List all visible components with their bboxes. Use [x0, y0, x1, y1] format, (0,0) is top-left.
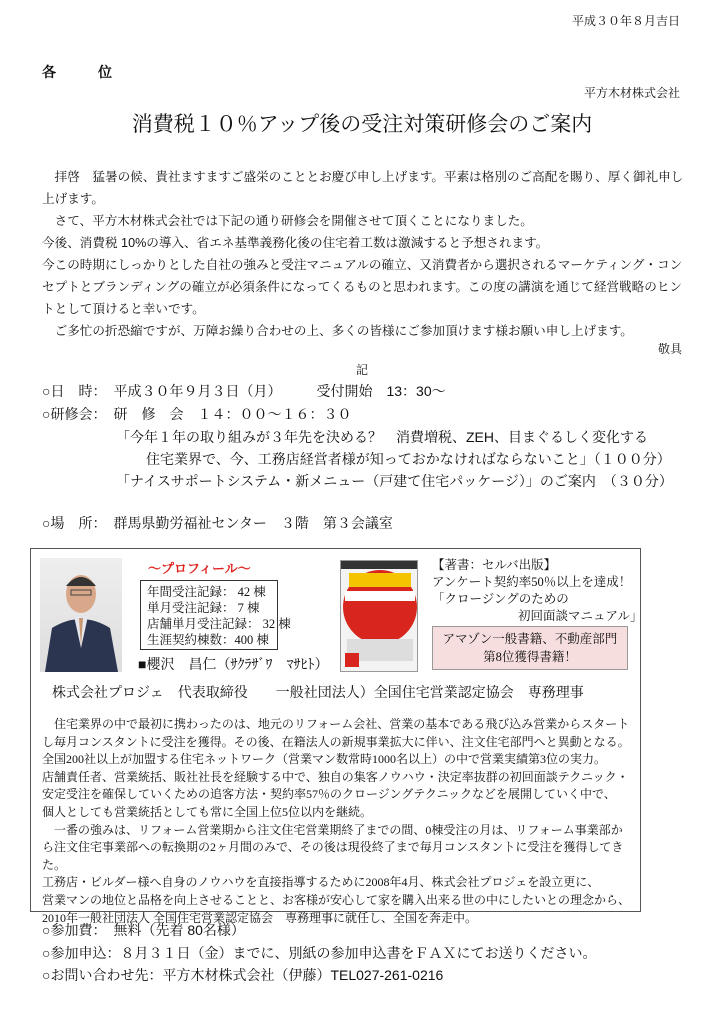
contact: ○お問い合わせ先：平方木材株式会社（伊藤）TEL027-261-0216	[42, 967, 444, 983]
paragraph: 拝啓 猛暑の候、貴社ますますご盛栄のこととお慶び申し上げます。平素は格別のご高配を賜り、厚く御礼申し上げます。	[42, 170, 684, 206]
book-info	[432, 557, 643, 625]
award-line: アマゾン一般書籍、不動産部門	[442, 632, 618, 646]
stat: 単月受注記録： 7 棟	[147, 601, 260, 615]
date: 平成３０年８月吉日	[571, 14, 680, 28]
book-tagline: アンケート契約率50％以上を達成！	[432, 575, 632, 589]
paragraph: ご多忙の折恐縮ですが、万障お繰り合わせの上、多くの皆様にご参加頂けます様お願い申し上げます。	[42, 324, 633, 338]
sales-records	[140, 580, 291, 650]
venue: ○場 所： 群馬県勤労福祉センター ３階 第３会議室	[42, 515, 393, 531]
speaker-bio	[42, 716, 634, 927]
profile-heading: ～プロフィール～	[148, 561, 251, 576]
closing: 敬具	[657, 342, 682, 356]
bio-line: 安定受注を確保していくための追客方法・契約率57％のクロージングテクニックなどを展開していく中で、	[42, 787, 616, 802]
bio-line: 工務店・ビルダー様へ自身のノウハウを直接指導するために2008年4月、株式会社プロジェを設立更に、	[42, 875, 600, 890]
book-title-cont: 初回面談マニュアル」	[518, 609, 643, 623]
paragraph: さて、平方木材株式会社では下記の通り研修会を開催させて頂くことになりました。	[42, 214, 533, 228]
stat: 店舗単月受注記録： 32 棟	[147, 617, 291, 631]
datetime: ○日 時： 平成３０年９月３日（月） 受付開始 13：30～	[42, 383, 446, 399]
speaker-affiliation: 株式会社プロジェ 代表取締役 一般社団法人）全国住宅営業認定協会 専務理事	[52, 686, 584, 701]
award-box	[432, 626, 628, 670]
bio-line: 2010年一般社団法人 全国住宅営業認定協会 専務理事に就任し、全国を奔走中。	[42, 910, 478, 925]
bio-line: 一番の強みは、リフォーム営業期から注文住宅営業期終了までの間、0棟受注の月は、リフォーム事業部から注文住宅事業部への転換期の2ヶ月間のみで、その後は現役終了まで毎月コンスタントに受注を獲得してきた。	[42, 822, 624, 872]
book-cover-image	[340, 560, 418, 672]
stat: 生涯契約棟数：400 棟	[147, 633, 269, 647]
recipient: 各 位	[42, 64, 126, 80]
ki-heading: 記	[355, 363, 368, 377]
topic-1-cont: 住宅業界で、今、工務店経営者様が知っておかなければならないこと」（１００分）	[146, 451, 671, 467]
paragraph: 今この時期にしっかりとした自社の強みと受注マニュアルの確立、又消費者から選択されるマーケティング・コンセプトとブランディングの確立が必須条件になってくるものと思われます。この度の講演を通じて経営戦略のヒントとして頂けると幸いです。	[42, 258, 683, 316]
topic-2: 「ナイスサポートシステム・新メニュー（戸建て住宅パッケージ）」のご案内 （３０分）	[116, 473, 673, 489]
letter-body	[42, 166, 690, 342]
bio-line: 全国200社以上が加盟する住宅ネットワーク（営業マン数常時1000名以上）の中で営業実績第3位の実力。	[42, 752, 607, 767]
bio-line: 店舗責任者、営業統括、販社社長を経験する中で、独自の集客ノウハウ・決定率抜群の初回面談テクニック・	[42, 769, 629, 784]
award-line: 第8位獲得書籍！	[483, 650, 577, 664]
application: ○参加申込：８月３１日（金）までに、別紙の参加申込書をＦＡＸにてお送りください。	[42, 945, 597, 961]
paragraph: 今後、消費税 10%の導入、省エネ基準義務化後の住宅着工数は激減すると予想されます。	[42, 236, 549, 250]
topic-1: 「今年１年の取り組みが３年先を決める？ 消費増税、ZEH、目まぐるしく変化する	[116, 429, 648, 445]
bio-line: 営業マンの地位と品格を向上させることと、お客様が安心して家を購入出来る世の中にしたいとの理念から、	[42, 892, 631, 907]
bio-line: 住宅業界の中で最初に携わったのは、地元のリフォーム会社、営業の基本である飛び込み営業からスタートし毎月コンスタントに受注を獲得。その後、在籍法人の新規事業拡大に伴い、注文住宅部門へと異動となる。	[42, 717, 630, 749]
stat: 年間受注記録： 42 棟	[147, 585, 266, 599]
seminar-time: ○研修会： 研 修 会 １４：００～１６：３０	[42, 406, 352, 422]
speaker-name: ■櫻沢 昌仁（ｻｸﾗｻﾞﾜ ﾏｻﾋﾄ）	[138, 658, 329, 673]
bio-line: 個人としても営業統括としても常に全国上位5位以内を継続。	[42, 804, 373, 819]
book-publisher: 【著書：セルバ出版】	[432, 558, 557, 572]
sender-company: 平方木材株式会社	[583, 86, 680, 100]
document-title: 消費税１０％アップ後の受注対策研修会のご案内	[131, 113, 593, 136]
book-title: 「クロージングのための	[432, 592, 569, 606]
fee: ○参加費： 無料（先着 80名様）	[42, 922, 245, 938]
speaker-photo	[40, 558, 122, 672]
